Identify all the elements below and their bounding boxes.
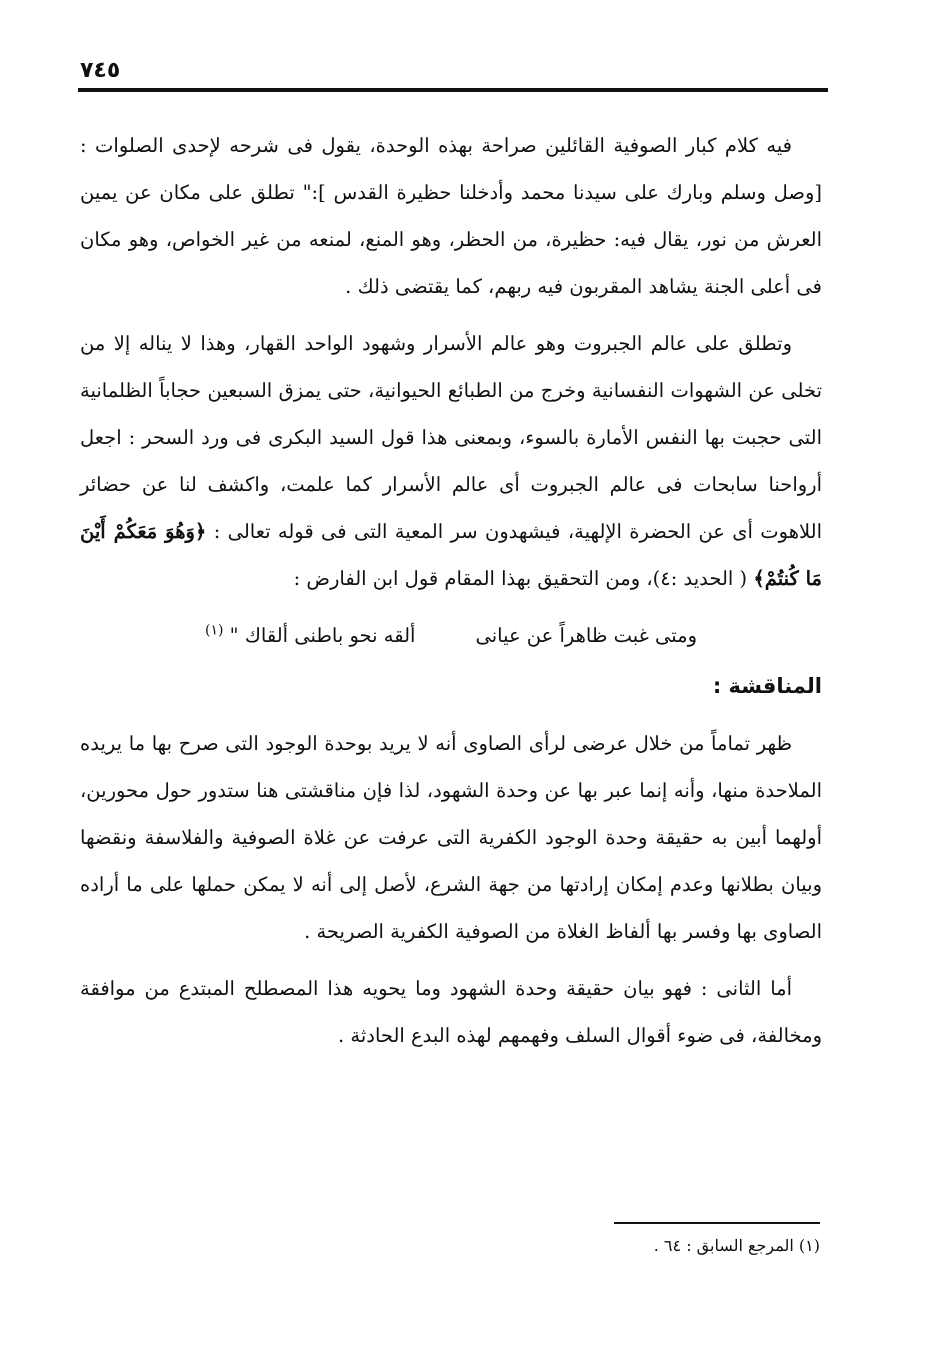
footnote-reference: (١): [204, 622, 224, 639]
verse-hemistich-1: ومتى غبت ظاهراً عن عيانى: [475, 624, 698, 647]
paragraph-2-text-before: وتطلق على عالم الجبروت وهو عالم الأسرار وشهود الواحد القهار، وهذا لا يناله إلا من تخلى عن الشهوات النفسانية وخرج من الطبائع الحيوانية، حتى يمزق السبعين حجاباً الظلمانية التى حجبت بها النفس الأمارة بالسوء، وبمعنى هذا قول السيد البكرى فى ورد السحر : اجعل أرواحنا سابحات فى عالم الجبروت أى عالم الأسرار كما علمت، واكشف لنا عن حضائر اللاهوت أى عن الحضرة الإلهية، فيشهدون سر المعية التى فى قوله تعالى :: [80, 332, 822, 543]
poetry-verse: [80, 612, 822, 659]
body-text: [80, 122, 822, 1069]
paragraph-2: [80, 320, 822, 602]
header-rule: [78, 88, 828, 92]
verse-hemistich-2-text: ألقه نحو باطنى ألقاك ": [229, 624, 416, 647]
paragraph-1: فيه كلام كبار الصوفية القائلين صراحة بهذه الوحدة، يقول فى شرحه لإحدى الصلوات : [وصل وسلم وبارك على سيدنا محمد وأدخلنا حظيرة القدس ]:" تطلق على مكان عن يمين العرش من نور، يقال فيه: حظيرة، من الحظر، وهو المنع، لمنعه من غير الخواص، وهو مكان فى أعلى الجنة يشاهد المقربون فيه ربهم، كما يقتضى ذلك .: [80, 134, 822, 298]
page-number: ٧٤٥: [80, 58, 121, 83]
paragraph-4: أما الثانى : فهو بيان حقيقة وحدة الشهود وما يحويه هذا المصطلح المبتدع من موافقة ومخالفة، فى ضوء أقوال السلف وفهمهم لهذه البدع الحادثة .: [80, 977, 822, 1047]
paragraph-2-text-after: ( الحديد :٤)، ومن التحقيق بهذا المقام قول ابن الفارض :: [293, 567, 754, 590]
quran-verse-quote: ﴿وَهُوَ مَعَكُمْ أَيْنَ مَا كُنتُمْ﴾: [80, 520, 822, 590]
section-heading: المناقشة :: [712, 674, 822, 698]
verse-hemistich-2: [205, 612, 415, 659]
paragraph-3: ظهر تماماً من خلال عرضى لرأى الصاوى أنه لا يريد بوحدة الوجود التى صرح بها ما يريده الملاحدة منها، وأنه إنما عبر بها عن وحدة الشهود، لذا فإن مناقشتى هنا ستدور حول محورين، أولهما أبين به حقيقة وحدة الوجود الكفرية التى عرفت عن غلاة الصوفية والفلاسفة ونقضها وبيان بطلانها وعدم إمكان إرادتها من جهة الشرع، لأصل إلى أنه لا يمكن حملها على ما أراده الصاوى بها وفسر بها ألفاظ الغلاة من الصوفية الكفرية الصريحة .: [80, 732, 822, 943]
footnote: (١) المرجع السابق : ٦٤ .: [653, 1236, 820, 1255]
footnote-rule: [614, 1222, 820, 1224]
